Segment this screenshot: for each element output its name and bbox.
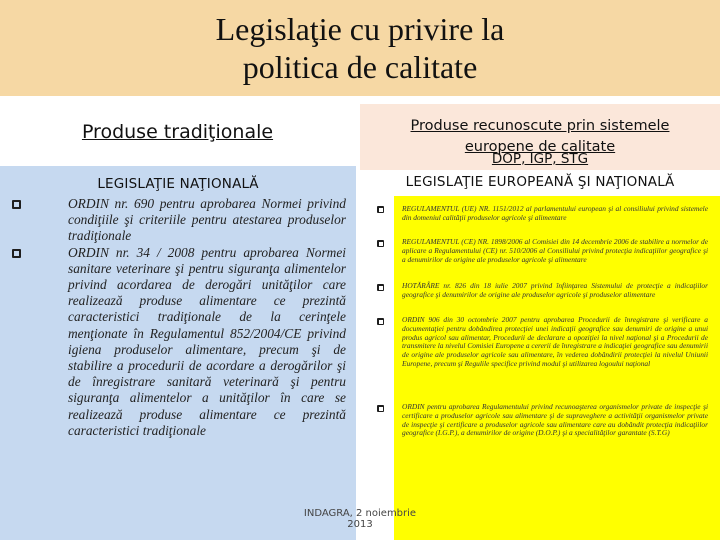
checkbox-bullet-icon [377, 405, 384, 412]
checkbox-bullet-icon [377, 284, 384, 291]
left-header-label: Produse tradiţionale [81, 121, 274, 143]
title-line-2: politica de calitate [242, 49, 478, 85]
list-item [0, 196, 356, 245]
checkbox-bullet-icon [12, 249, 21, 258]
list-item-text: ORDIN pentru aprobarea Regulamentului privind recunoaşterea organismelor private de inspecţie şi certificare a produselor agricole sau alimentare şi de supraveghere a activităţii organismelor private de inspecţie şi certificare a produselor agricole sau alimentare care au dobândit protecţia indicaţiilor geografice (I.G.P.), a denumirilor de origine (D.O.P.) şi a specialităţilor garantate (S.T.G) [402, 402, 708, 438]
european-legislation-title: LEGISLAŢIE EUROPEANĂ ŞI NAŢIONALĂ [405, 174, 675, 190]
checkbox-bullet-icon [377, 206, 384, 213]
title-line-1: Legislaţie cu privire la [215, 11, 505, 47]
list-item-text: REGULAMENTUL (CE) NR. 1898/2006 al Comisiei din 14 decembrie 2006 de stabilire a normelor de aplicare a Regulamentului (CE) nr. 510/2006 al Consiliului privind protecţia indicaţiilor geografice şi a denumirilor de origine ale produselor agricole şi alimentare [402, 237, 708, 264]
quality-schemes-text: DOP, IGP, STG [491, 151, 589, 167]
right-header-line-1: Produse recunoscute prin sistemele [410, 118, 670, 134]
checkbox-bullet-icon [377, 318, 384, 325]
list-item [0, 245, 356, 439]
list-item-text: HOTĂRÂRE nr. 826 din 18 iulie 2007 privind înfiinţarea Sistemului de protecţie a indicaţiilor geografice şi denumirilor de origine ale produselor agricole şi produselor alimentare [402, 281, 708, 299]
footer-text: INDAGRA, 2 noiembrie 2013 [303, 508, 417, 530]
list-item-text: ORDIN nr. 34 / 2008 pentru aprobarea Normei sanitare veterinare şi pentru siguranţa alimentelor privind acordarea de derogări unităţilor care realizează produse alimentare ce prezintă caracteristici tradiţionale de la cerinţele menţionate în Regulamentul 852/2004/CE privind igiena produselor alimentare, precum şi de stabilire a procedurii de acordare a derogărilor şi de înregistrare sanitară veterinară şi pentru siguranţa alimentelor a unităţilor în care se realizează produse alimentare ce prezintă caracteristici tradiţionale [68, 244, 346, 438]
list-item-text: ORDIN 906 din 30 octombrie 2007 pentru aprobarea Procedurii de înregistrare şi verificare a documentaţiei pentru dobândirea protecţiei unei indicaţii geografice sau denumiri de origine a unui produs agricol sau alimentar, Procedurii de declarare a opoziţiei la nivel naţional şi a Procedurii de transmitere la nivelul Comisiei Europene a cererii de înregistrare a indicaţiei geografice sau denumirii de origine ale produselor agricole sau alimentare, în vederea dobândirii protecţiei la nivelul Uniunii Europene, precum şi Regulile specifice privind modul şi utilizarea logoului naţional [402, 315, 708, 368]
european-legislation-panel [360, 170, 720, 540]
list-item-text: ORDIN nr. 690 pentru aprobarea Normei privind condiţiile şi criteriile pentru atestarea produselor tradiţionale [68, 196, 346, 244]
left-column-header [0, 104, 355, 160]
right-header-line-2: europene de calitate [464, 139, 616, 155]
checkbox-bullet-icon [377, 240, 384, 247]
national-legislation-panel [0, 166, 356, 540]
checkbox-bullet-icon [12, 200, 21, 209]
quality-schemes-label [360, 148, 720, 170]
title-banner [0, 0, 720, 96]
national-legislation-list [0, 196, 356, 439]
list-item-text: REGULAMENTUL (UE) NR. 1151/2012 al parlamentului european şi al consiliului privind sistemele din domeniul calităţii produselor agricole şi alimentare [402, 204, 708, 222]
national-legislation-title: LEGISLAŢIE NAŢIONALĂ [97, 176, 259, 192]
